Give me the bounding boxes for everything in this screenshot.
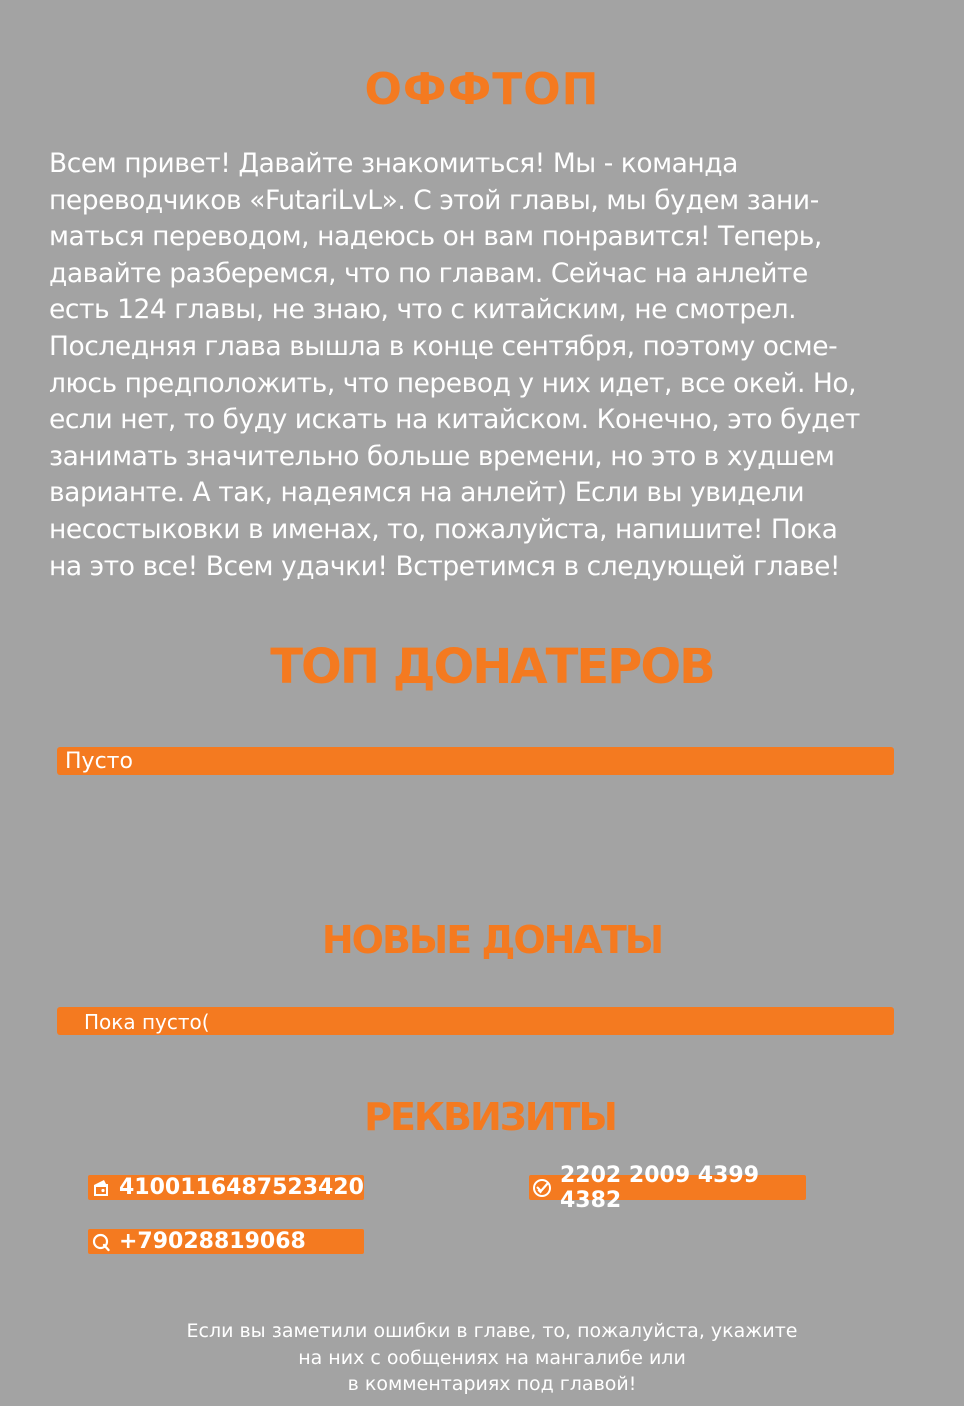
wallet-icon [91, 1178, 111, 1198]
qiwi-number: +79028819068 [119, 1229, 306, 1254]
footer-line-1: Если вы заметили ошибки в главе, то, пожалуйста, укажите [186, 1320, 798, 1342]
footer-line-2: на них с ообщениях на мангалибе или [298, 1346, 686, 1369]
offtop-title: ОФФТОП [364, 64, 600, 115]
footer-note [0, 1318, 964, 1398]
sber-requisite[interactable] [529, 1162, 806, 1213]
top-donaters-list: Пусто [57, 747, 894, 775]
qiwi-requisite[interactable] [88, 1229, 364, 1254]
new-donates-list: Пока пусто( [57, 1007, 894, 1035]
footer-line-3: в комментариях под главой! [347, 1373, 637, 1395]
new-donates-title: НОВЫЕ ДОНАТЫ [321, 918, 663, 962]
offtop-text: Всем привет! Давайте знакомиться! Мы - команда переводчиков «FutariLvL». С этой главы, мы будем зани- маться переводом, надеюсь он вам понравится! Теперь, давайте разберемся, что по главам. Сейчас на анлейте есть 124 главы, не знаю, что с китайским, не смотрел. Последняя глава вышла в конце сентября, поэтому осме- люсь предположить, что перевод у них идет, все окей. Но, если нет, то буду искать на китайском. Конечно, это будет занимать значительно больше времени, но это в худшем варианте. А так, надеямся на анлейт) Если вы увидели несостыковки в именах, то, пожалуйста, напишите! Пока на это все! Всем удачки! Встретимся в следующей главе! [49, 148, 860, 582]
yoomoney-number: 4100116487523420 [119, 1175, 364, 1200]
qiwi-icon [91, 1232, 111, 1252]
requisites-title: РЕКВИЗИТЫ [364, 1095, 616, 1139]
top-donaters-title: ТОП ДОНАТЕРОВ [270, 639, 714, 695]
sber-number: 2202 2009 4399 4382 [560, 1162, 760, 1213]
sber-check-icon [532, 1178, 552, 1198]
yoomoney-requisite[interactable] [88, 1175, 364, 1200]
